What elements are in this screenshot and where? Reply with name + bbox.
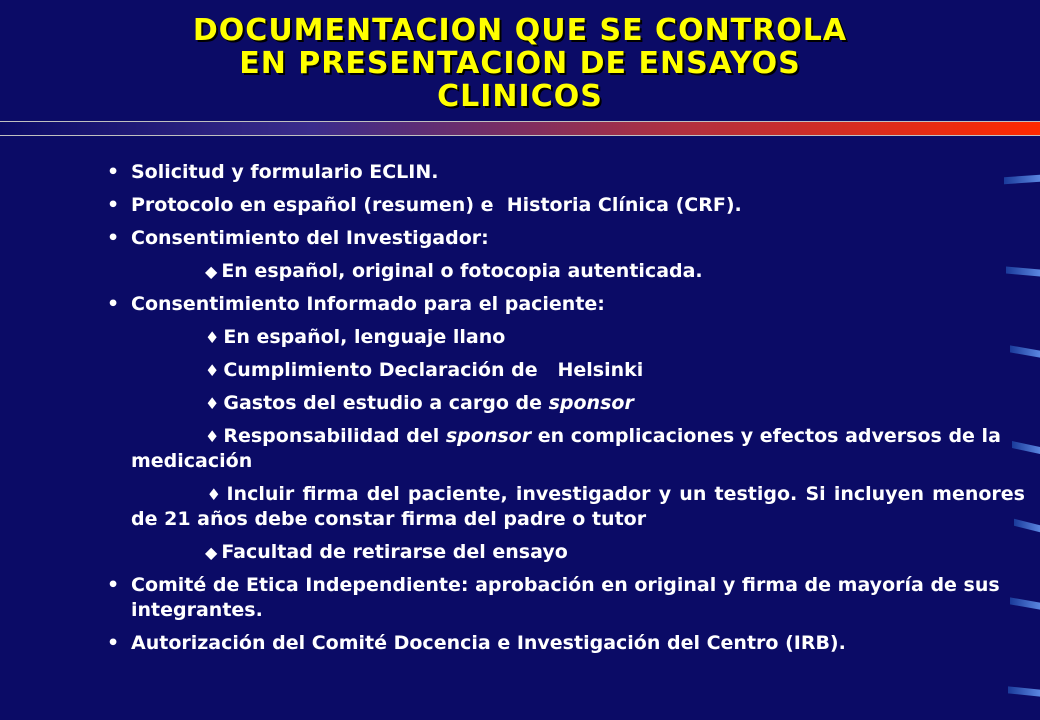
sub-item [107, 325, 1025, 350]
sub-item [107, 482, 1025, 532]
item-text: Consentimiento del Investigador: [131, 227, 489, 249]
bullet-icon: • [107, 293, 120, 315]
sponsor-italic: sponsor [548, 392, 634, 414]
sub-item [107, 358, 1025, 383]
sub-item-text: En español, original o fotocopia autenticada. [221, 260, 703, 282]
sub-item [107, 391, 1025, 416]
decorative-bar [1008, 686, 1040, 696]
slide-title [0, 14, 1040, 113]
item-text: Comité de Etica Independiente: aprobación en original y firma de mayoría de sus integrantes. [131, 574, 1000, 621]
sub-item-text: Responsabilidad del [223, 425, 446, 447]
sub-item [107, 424, 1025, 474]
sponsor-italic: sponsor [445, 425, 532, 447]
sub-item [107, 540, 1025, 565]
title-line-2: EN PRESENTACION DE ENSAYOS [239, 46, 801, 81]
bullet-icon: • [107, 632, 120, 654]
list-item [107, 226, 1025, 251]
sub-item-text-continued: en complicaciones y efectos adversos de la medicación [131, 425, 1001, 472]
item-text: Consentimiento Informado para el paciente: [131, 293, 605, 315]
diamond-icon: ◆ [205, 543, 218, 562]
bullet-icon: • [107, 194, 120, 216]
list-item [107, 631, 1025, 656]
bullet-icon: • [107, 574, 120, 596]
list-item [107, 160, 1025, 185]
title-line-3: CLINICOS [437, 79, 603, 114]
list-item [107, 193, 1025, 218]
diamond-icon: ◆ [205, 262, 218, 281]
diamond-icon: ♦ [205, 328, 220, 347]
sub-item [107, 259, 1025, 284]
bullet-icon: • [107, 227, 120, 249]
bullet-icon: • [107, 161, 120, 183]
diamond-icon: ♦ [205, 427, 220, 446]
sub-item-text: Incluir firma del paciente, investigador y un testigo. Si incluyen menores de 21 años debe constar firma del padre o tutor [131, 483, 1025, 530]
diamond-icon: ♦ [205, 485, 223, 504]
sub-item-text: Gastos del estudio a cargo de [223, 392, 549, 414]
sub-item-text: Cumplimiento Declaración de Helsinki [223, 359, 644, 381]
item-text: Solicitud y formulario ECLIN. [131, 161, 439, 183]
title-line-1: DOCUMENTACION QUE SE CONTROLA [192, 13, 848, 48]
sub-item-text: Facultad de retirarse del ensayo [221, 541, 568, 563]
item-text: Autorización del Comité Docencia e Investigación del Centro (IRB). [131, 632, 846, 654]
list-item [107, 573, 1025, 623]
sub-item-text: En español, lenguaje llano [223, 326, 506, 348]
slide-content [107, 160, 1025, 664]
title-gradient-divider [0, 121, 1040, 136]
item-text: Protocolo en español (resumen) e Historia Clínica (CRF). [131, 194, 742, 216]
diamond-icon: ♦ [205, 361, 220, 380]
list-item [107, 292, 1025, 317]
diamond-icon: ♦ [205, 394, 220, 413]
